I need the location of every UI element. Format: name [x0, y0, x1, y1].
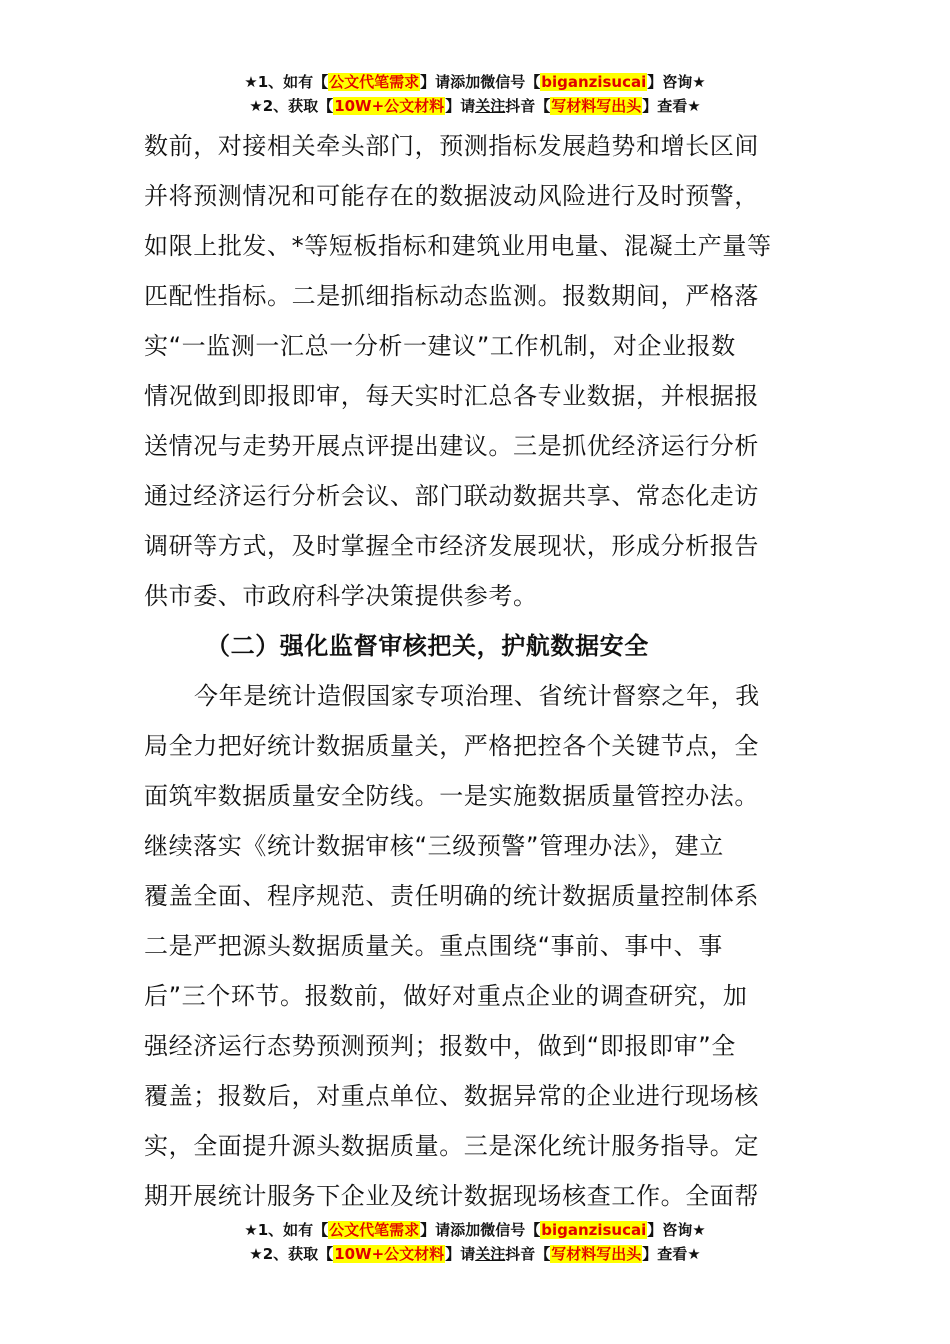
paragraph-line: 匹配性指标。二是抓细指标动态监测。报数期间，严格落 — [144, 282, 759, 310]
paragraph-line: 通过经济运行分析会议、部门联动数据共享、常态化走访 — [144, 482, 759, 510]
banner-text: 】请添 — [420, 73, 466, 91]
banner-highlight: biganzisucai — [541, 1221, 647, 1239]
paragraph-line: 供市委、市政府科学决策提供参考。 — [144, 582, 538, 610]
banner-text: 加 — [465, 73, 481, 91]
paragraph-line: 期开展统计服务下企业及统计数据现场核查工作。全面帮 — [144, 1182, 759, 1210]
banner-text: 】咨询★ — [647, 1221, 706, 1239]
banner-text: 】查看★ — [642, 1245, 701, 1263]
paragraph-line: 覆盖；报数后，对重点单位、数据异常的企业进行现场核 — [144, 1082, 759, 1110]
paragraph-line: 实“一监测一汇总一分析一建议”工作机制，对企业报数 — [144, 332, 736, 360]
banner-text: 】咨询★ — [647, 73, 706, 91]
banner-highlight: 10W+公文材料 — [334, 1245, 445, 1263]
banner-highlight: 公文代笔需求 — [329, 1221, 420, 1239]
document-body — [144, 121, 809, 1221]
paragraph-line: 后”三个环节。报数前，做好对重点企业的调查研究，加 — [144, 982, 748, 1010]
banner-text: 微信号【 — [480, 73, 541, 91]
paragraph-line: 局全力把好统计数据质量关，严格把控各个关键节点，全 — [144, 732, 759, 760]
banner-text: 】请 — [445, 1245, 476, 1263]
banner-text: 关注 — [475, 1245, 506, 1263]
banner-highlight: 公文代笔需求 — [329, 73, 420, 91]
banner-line-1 — [0, 70, 950, 94]
section-heading: （二）强化监督审核把关，护航数据安全 — [206, 632, 649, 660]
paragraph-line: 继续落实《统计数据审核“三级预警”管理办法》，建立 — [144, 832, 724, 860]
banner-line-2 — [0, 94, 950, 118]
paragraph-line: 如限上批发、*等短板指标和建筑业用电量、混凝土产量等 — [144, 232, 772, 260]
banner-text: 】请 — [445, 97, 476, 115]
header-banner — [0, 70, 950, 118]
banner-text: 微信号【 — [480, 1221, 541, 1239]
banner-text: 】查看★ — [642, 97, 701, 115]
banner-line-1 — [0, 1218, 950, 1242]
paragraph-line: 情况做到即报即审，每天实时汇总各专业数据，并根据报 — [144, 382, 759, 410]
banner-line-2 — [0, 1242, 950, 1266]
paragraph-line: 数前，对接相关牵头部门，预测指标发展趋势和增长区间 — [144, 132, 759, 160]
paragraph-line: 二是严把源头数据质量关。重点围绕“事前、事中、事 — [144, 932, 723, 960]
paragraph-line: 并将预测情况和可能存在的数据波动风险进行及时预警， — [144, 182, 759, 210]
banner-text: 抖音【 — [505, 1245, 551, 1263]
banner-highlight: biganzisucai — [541, 73, 647, 91]
banner-text: ★1、如有【 — [244, 73, 329, 91]
banner-text: ★2、获取【 — [249, 1245, 334, 1263]
banner-text: 】请添 — [420, 1221, 466, 1239]
banner-text: 加 — [465, 1221, 481, 1239]
paragraph-line: 今年是统计造假国家专项治理、省统计督察之年，我 — [194, 682, 760, 710]
paragraph-line: 覆盖全面、程序规范、责任明确的统计数据质量控制体系 — [144, 882, 759, 910]
banner-highlight: 10W+公文材料 — [334, 97, 445, 115]
paragraph-line: 面筑牢数据质量安全防线。一是实施数据质量管控办法。 — [144, 782, 759, 810]
banner-highlight: 写材料写出头 — [551, 97, 642, 115]
banner-text: 抖音【 — [505, 97, 551, 115]
banner-highlight: 写材料写出头 — [551, 1245, 642, 1263]
banner-text: 关注 — [475, 97, 506, 115]
banner-text: ★2、获取【 — [249, 97, 334, 115]
paragraph-line: 强经济运行态势预测预判；报数中，做到“即报即审”全 — [144, 1032, 736, 1060]
banner-text: ★1、如有【 — [244, 1221, 329, 1239]
paragraph-line: 调研等方式，及时掌握全市经济发展现状，形成分析报告 — [144, 532, 759, 560]
footer-banner — [0, 1218, 950, 1266]
paragraph-line: 实，全面提升源头数据质量。三是深化统计服务指导。定 — [144, 1132, 759, 1160]
paragraph-line: 送情况与走势开展点评提出建议。三是抓优经济运行分析 — [144, 432, 759, 460]
